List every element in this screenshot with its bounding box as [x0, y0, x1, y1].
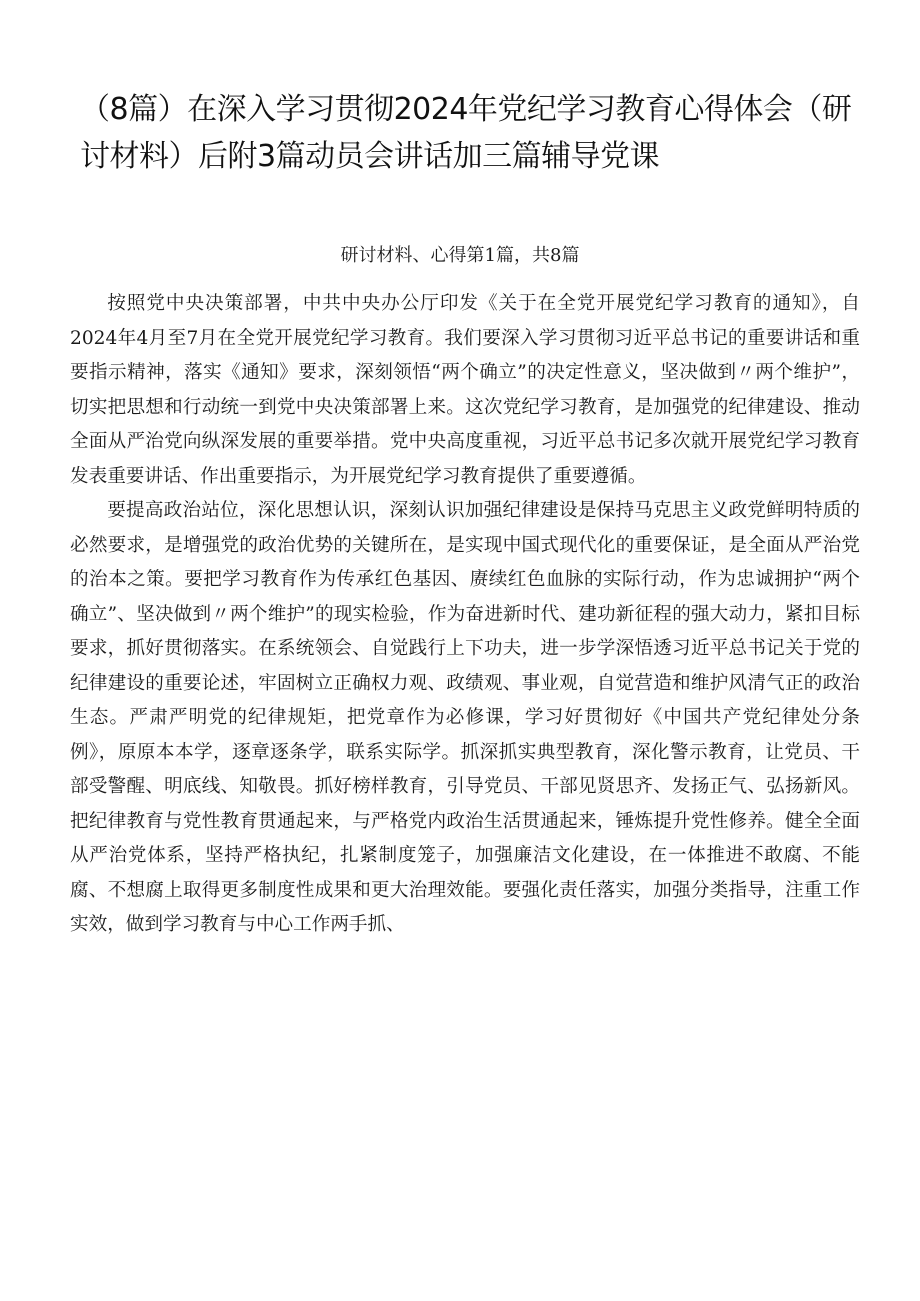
body-paragraph: 要提高政治站位，深化思想认识，深刻认识加强纪律建设是保持马克思主义政党鲜明特质的必然要求，是增强党的政治优势的关键所在，是实现中国式现代化的重要保证，是全面从严治党的治本之策。要把学习教育作为传承红色基因、赓续红色血脉的实际行动，作为忠诚拥护“两个确立”、坚决做到〃两个维护”的现实检验，作为奋进新时代、建功新征程的强大动力，紧扣目标要求，抓好贯彻落实。在系统领会、自觉践行上下功夫，进一步学深悟透习近平总书记关于党的纪律建设的重要论述，牢固树立正确权力观、政绩观、事业观，自觉营造和维护风清气正的政治生态。严肃严明党的纪律规矩，把党章作为必修课，学习好贯彻好《中国共产党纪律处分条例》，原原本本学，逐章逐条学，联系实际学。抓深抓实典型教育，深化警示教育，让党员、干部受警醒、明底线、知敬畏。抓好榜样教育，引导党员、干部见贤思齐、发扬正气、弘扬新风。把纪律教育与党性教育贯通起来，与严格党内政治生活贯通起来，锤炼提升党性修养。健全全面从严治党体系，坚持严格执纪，扎紧制度笼子，加强廉洁文化建设，在一体推进不敢腐、不能腐、不想腐上取得更多制度性成果和更大治理效能。要强化责任落实，加强分类指导，注重工作实效，做到学习教育与中心工作两手抓、: [70, 500, 860, 935]
document-title: （8篇）在深入学习贯彻2024年党纪学习教育心得体会（研讨材料）后附3篇动员会讲话加三篇辅导党课: [80, 92, 852, 174]
section-subtitle: 研讨材料、心得第1篇，共8篇: [340, 245, 580, 266]
document-body: [70, 287, 860, 943]
body-paragraph: 按照党中央决策部署，中共中央办公厅印发《关于在全党开展党纪学习教育的通知》，自2024年4月至7月在全党开展党纪学习教育。我们要深入学习贯彻习近平总书记的重要讲话和重要指示精神，落实《通知》要求，深刻领悟“两个确立”的决定性意义，坚决做到〃两个维护”，切实把思想和行动统一到党中央决策部署上来。这次党纪学习教育，是加强党的纪律建设、推动全面从严治党向纵深发展的重要举措。党中央高度重视，习近平总书记多次就开展党纪学习教育发表重要讲话、作出重要指示，为开展党纪学习教育提供了重要遵循。: [70, 293, 860, 487]
